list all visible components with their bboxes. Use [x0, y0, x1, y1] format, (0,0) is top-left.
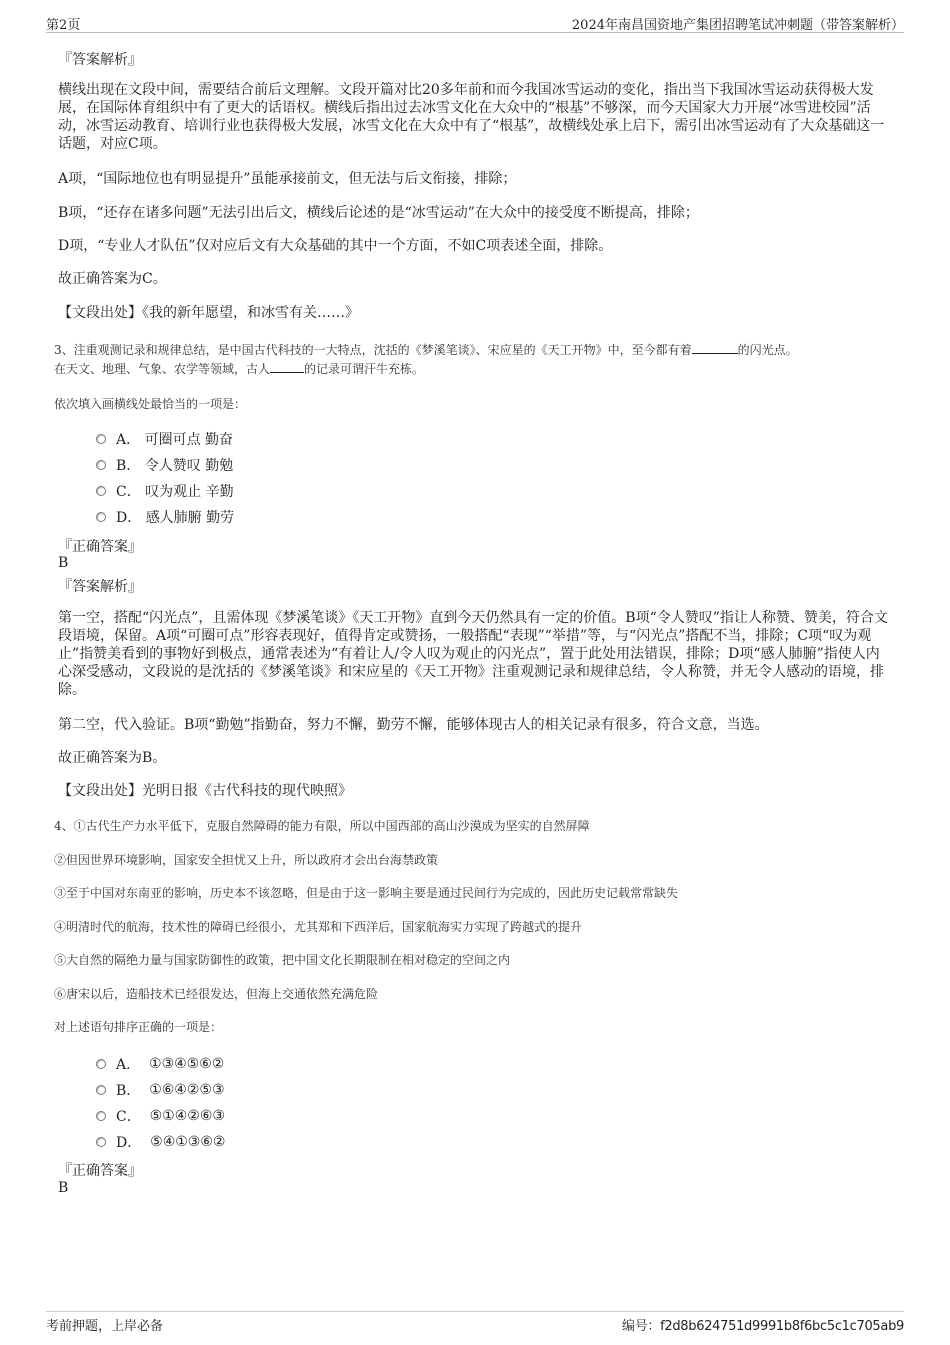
- q3-option-a[interactable]: A． 可圈可点 勤奋: [96, 429, 233, 449]
- q2-source: 【文段出处】《我的新年愿望，和冰雪有关……》: [58, 305, 359, 321]
- q3-source: 【文段出处】光明日报《古代科技的现代映照》: [58, 783, 352, 799]
- radio-button-icon[interactable]: [96, 460, 106, 470]
- q4-option-c[interactable]: C． ⑤①④②⑥③: [96, 1106, 225, 1126]
- q3-conclusion: 故正确答案为B。: [58, 750, 167, 766]
- q4-sentence-2: ②但因世界环境影响，国家安全担忧又上升，所以政府才会出台海禁政策: [54, 853, 439, 867]
- q4-prompt: 对上述语句排序正确的一项是：: [54, 1020, 223, 1034]
- q3-option-c[interactable]: C． 叹为观止 辛勤: [96, 481, 234, 501]
- q3-stem: 3、注重观测记录和规律总结，是中国古代科技的一大特点，沈括的《梦溪笔谈》、宋应星的《天工开物》中，至今都有着 的闪光点。 在天文、地理、气象、农学等领域，古人 的记录可谓汗牛充栋。: [54, 343, 798, 376]
- q3-analysis-paragraph-1: 第一空，搭配“闪光点”，且需体现《梦溪笔谈》《天工开物》直到今天仍然具有一定的价值。B项“令人赞叹”指让人称赞、赞美，符合文段语境，保留。A项“可圈可点”形容表现好，值得肯定或赞扬，一般搭配“表现”“举措”等，与“闪光点”搭配不当，排除；C项“叹为观止”指赞美看到的事物好到极点，通常表述为“有着让人/令人叹为观止的闪光点”，置于此处用法错误，排除；D项“感人肺腑”指使人内心深受感动，文段说的是沈括的《梦溪笔谈》和宋应星的《天工开物》注重观测记录和规律总结，令人称赞，并无令人感动的语境，排除。: [58, 610, 888, 698]
- answer-analysis-label: 『答案解析』: [58, 579, 142, 595]
- q4-sentence-6: ⑥唐宋以后，造船技术已经很发达，但海上交通依然充满危险: [54, 987, 379, 1001]
- radio-button-icon[interactable]: [96, 1059, 106, 1069]
- footer-slogan: 考前押题，上岸必备: [46, 1319, 164, 1334]
- q2-option-d-analysis: D项，“专业人才队伍”仅对应后文有大众基础的其中一个方面，不如C项表述全面，排除。: [58, 238, 613, 254]
- q4-sentence-5: ⑤大自然的隔绝力量与国家防御性的政策，把中国文化长期限制在相对稳定的空间之内: [54, 953, 511, 967]
- q2-conclusion: 故正确答案为C。: [58, 271, 167, 287]
- q4-option-a[interactable]: A． ①③④⑤⑥②: [96, 1054, 224, 1074]
- document-title: 2024年南昌国资地产集团招聘笔试冲刺题（带答案解析）: [571, 18, 904, 33]
- radio-button-icon[interactable]: [96, 1111, 106, 1121]
- page-number: 第2页: [46, 18, 81, 33]
- q2-option-b-analysis: B项，“还存在诸多问题”无法引出后文，横线后论述的是“冰雪运动”在大众中的接受度不断提高，排除；: [58, 205, 699, 221]
- radio-button-icon[interactable]: [96, 434, 106, 444]
- document-id: 编号：f2d8b624751d9991b8f6bc5c1c705ab9: [622, 1319, 904, 1334]
- q4-sentence-4: ④明清时代的航海，技术性的障碍已经很小，尤其郑和下西洋后，国家航海实力实现了跨越式的提升: [54, 920, 583, 934]
- q4-sentence-3: ③至于中国对东南亚的影响，历史本不该忽略，但是由于这一影响主要是通过民间行为完成的，因此历史记载常常缺失: [54, 886, 679, 900]
- q3-option-d[interactable]: D． 感人肺腑 勤劳: [96, 507, 234, 527]
- correct-answer-label: 『正确答案』: [58, 1163, 142, 1179]
- q2-option-a-analysis: A项，“国际地位也有明显提升”虽能承接前文，但无法与后文衔接，排除；: [58, 171, 517, 187]
- fill-blank-1: [692, 341, 738, 354]
- fill-blank-2: [270, 360, 304, 373]
- q3-correct-answer: B: [58, 555, 69, 571]
- q4-correct-answer: B: [58, 1180, 69, 1196]
- q3-analysis-paragraph-2: 第二空，代入验证。B项“勤勉”指勤奋，努力不懈，勤劳不懈，能够体现古人的相关记录有很多，符合文意，当选。: [58, 717, 769, 733]
- q4-option-b[interactable]: B． ①⑥④②⑤③: [96, 1080, 225, 1100]
- answer-analysis-label: 『答案解析』: [58, 52, 142, 68]
- radio-button-icon[interactable]: [96, 486, 106, 496]
- q2-analysis-paragraph: 横线出现在文段中间，需要结合前后文理解。文段开篇对比20多年前和而今我国冰雪运动的变化，指出当下我国冰雪运动获得极大发展，在国际体育组织中有了更大的话语权。横线后指出过去冰雪文化在大众中的“根基”不够深，而今天国家大力开展“冰雪进校园”活动，冰雪运动教育、培训行业也获得极大发展，冰雪文化在大众中有了“根基”，故横线处承上启下，需引出冰雪运动有了大众基础这一话题，对应C项。: [58, 82, 885, 152]
- q3-option-b[interactable]: B． 令人赞叹 勤勉: [96, 455, 233, 475]
- page-footer: [46, 1311, 904, 1336]
- correct-answer-label: 『正确答案』: [58, 539, 142, 555]
- q3-prompt: 依次填入画横线处最恰当的一项是：: [54, 397, 247, 411]
- radio-button-icon[interactable]: [96, 512, 106, 522]
- page-header: [46, 12, 904, 33]
- radio-button-icon[interactable]: [96, 1085, 106, 1095]
- radio-button-icon[interactable]: [96, 1137, 106, 1147]
- q4-option-d[interactable]: D． ⑤④①③⑥②: [96, 1132, 225, 1152]
- q4-sentence-1: 4、①古代生产力水平低下，克服自然障碍的能力有限，所以中国西部的高山沙漠成为坚实的自然屏障: [54, 819, 590, 833]
